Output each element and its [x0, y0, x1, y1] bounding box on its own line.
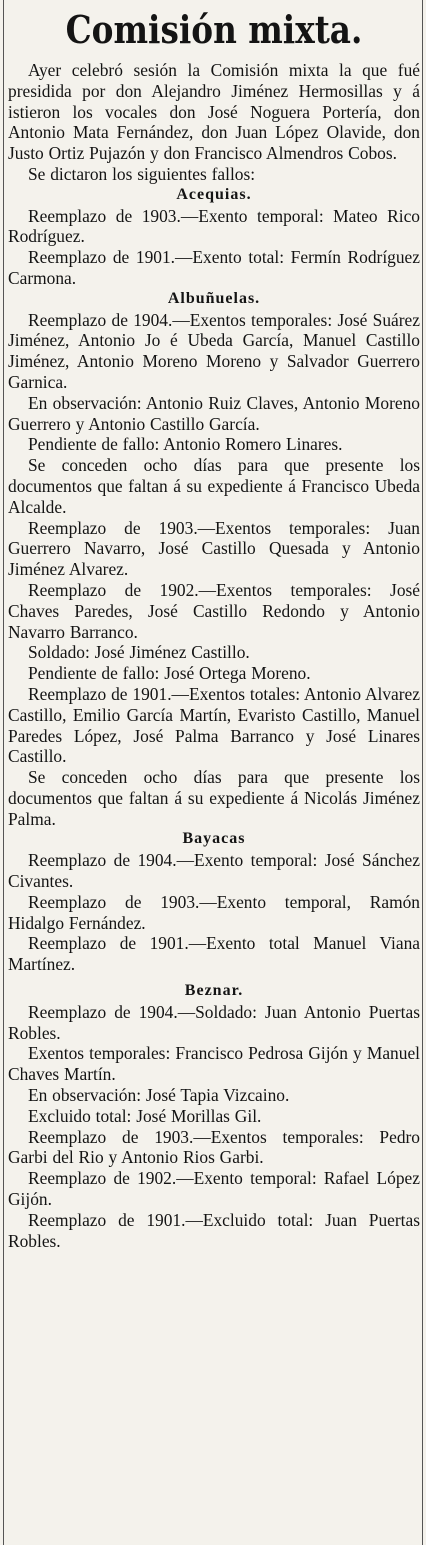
paragraph: Reemplazo de 1903.—Exentos temporales: Pedro Garbi del Rio y Antonio Rios Garbi. — [8, 1126, 420, 1168]
paragraph: En observación: José Tapia Vizcaino. — [28, 1085, 290, 1106]
paragraph: Se conceden ocho días para que presente los documentos que faltan á su expediente á Nicolás Jiménez Palma. — [8, 767, 420, 829]
paragraph: En observación: Antonio Ruiz Claves, Antonio Moreno Guerrero y Antonio Castillo García. — [8, 392, 420, 434]
paragraph: Reemplazo de 1901.—Excluido total: Juan Puertas Robles. — [8, 1209, 420, 1251]
column-rule-right — [422, 0, 423, 1545]
paragraph: Reemplazo de 1901.—Exento total Manuel Viana Martínez. — [8, 933, 420, 975]
paragraph: Se conceden ocho días para que presente los documentos que faltan á su expediente á Francisco Ubeda Alcalde. — [8, 455, 420, 517]
paragraph: Reemplazo de 1903.—Exentos temporales: Juan Guerrero Navarro, José Castillo Quesada y Antonio Jiménez Alvarez. — [8, 517, 420, 580]
paragraph: Reemplazo de 1904.—Soldado: Juan Antonio Puertas Robles. — [8, 1001, 420, 1043]
paragraph: Reemplazo de 1903.—Exento temporal, Ramón Hidalgo Fernández. — [8, 891, 420, 933]
paragraph: Excluido total: José Morillas Gil. — [28, 1105, 262, 1126]
paragraph: Pendiente de fallo: José Ortega Moreno. — [28, 663, 311, 684]
paragraph: Reemplazo de 1902.—Exento temporal: Rafael López Gijón. — [8, 1168, 420, 1210]
section-heading: Beznar. — [184, 982, 244, 1000]
section-heading: Albuñuelas. — [167, 289, 261, 307]
paragraph: Ayer celebró sesión la Comisión mixta la que fué presidida por don Alejandro Jiménez Hermosillas y á istieron los vocales don José Noguera Portería, don Antonio Mata Fernández, don Juan López Olavide, don Justo Ortiz Pujazón y don Francisco Almendros Cobos. — [8, 60, 420, 164]
paragraph: Reemplazo de 1902.—Exentos temporales: José Chaves Paredes, José Castillo Redondo y Antonio Navarro Barranco. — [8, 579, 420, 642]
paragraph: Se dictaron los siguientes fallos: — [28, 163, 256, 184]
paragraph: Exentos temporales: Francisco Pedrosa Gijón y Manuel Chaves Martín. — [8, 1043, 420, 1085]
paragraph: Reemplazo de 1904.—Exentos temporales: José Suárez Jiménez, Antonio Jo é Ubeda García, Manuel Castillo Jiménez, Antonio Moreno Moreno y Salvador Guerrero Garnica. — [8, 309, 420, 392]
paragraph: Reemplazo de 1904.—Exento temporal: José Sánchez Civantes. — [8, 850, 420, 892]
paragraph: Reemplazo de 1901.—Exentos totales: Antonio Alvarez Castillo, Emilio García Martín, Evaristo Castillo, Manuel Paredes López, José Palma Barranco y José Linares Castillo. — [8, 683, 420, 767]
article-body — [8, 60, 420, 1251]
section-heading: Acequias. — [176, 185, 252, 203]
article-headline: Comisión mixta. — [65, 7, 363, 52]
paragraph: Reemplazo de 1903.—Exento temporal: Mateo Rico Rodríguez. — [8, 205, 420, 247]
paragraph: Soldado: José Jiménez Castillo. — [28, 642, 250, 663]
column-rule-left — [3, 0, 4, 1545]
paragraph: Reemplazo de 1901.—Exento total: Fermín Rodríguez Carmona. — [8, 247, 420, 288]
paragraph: Pendiente de fallo: Antonio Romero Linares. — [28, 434, 343, 455]
section-heading: Bayacas — [182, 830, 246, 848]
